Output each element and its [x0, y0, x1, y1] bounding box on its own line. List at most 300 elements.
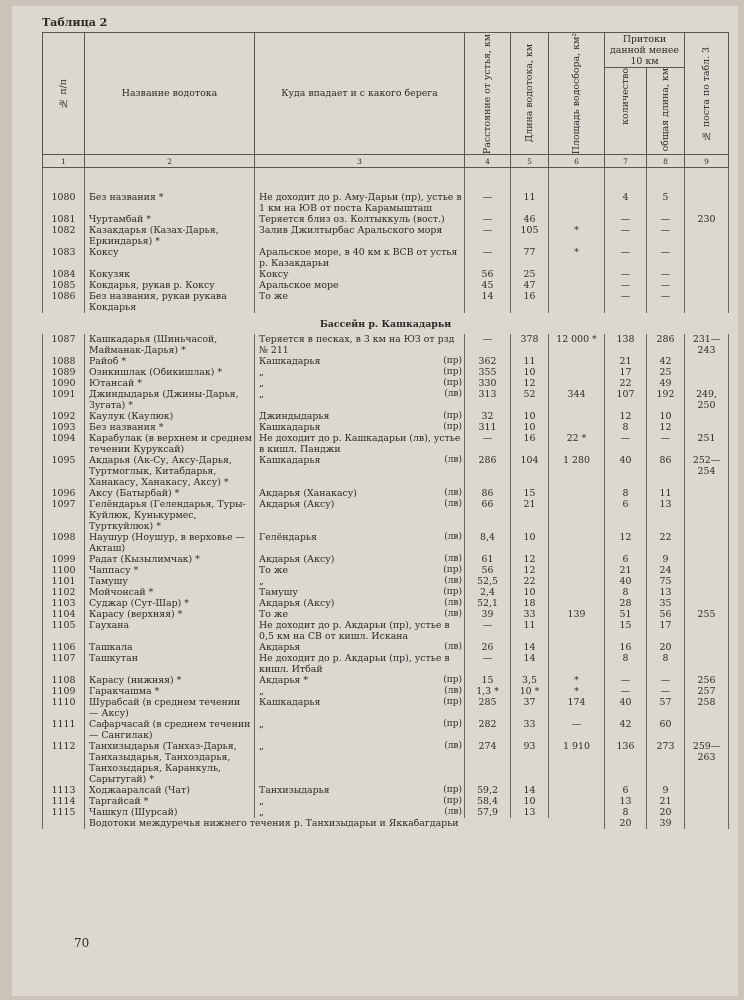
- row-number: 1091: [43, 389, 85, 411]
- distance-from-mouth: 56: [465, 565, 511, 576]
- header-count: количество: [605, 68, 647, 155]
- river-length: 12: [511, 554, 549, 565]
- basin-area: [549, 269, 605, 280]
- river-name: Джиндыдарья (Джины-Дарья, Зугата) *: [85, 389, 255, 411]
- mouth-text: „: [259, 741, 264, 753]
- river-name: Танхизыдарья (Танхаз-Дарья, Танхазыдарья, Танхоздарья, Танхозыдарья, Каранкуль, Сарытугай) *: [85, 741, 255, 785]
- bank-side: (лв): [444, 807, 462, 818]
- table-row: [43, 642, 729, 653]
- tributary-count: 6: [605, 499, 647, 532]
- distance-from-mouth: —: [465, 225, 511, 247]
- rivers-table: [42, 32, 729, 829]
- river-length: 14: [511, 642, 549, 653]
- distance-from-mouth: 56: [465, 269, 511, 280]
- river-name: Райоб *: [85, 356, 255, 367]
- mouth-text: То же: [259, 565, 289, 577]
- basin-area: [549, 598, 605, 609]
- bank-side: (лв): [444, 642, 462, 653]
- post-number: [685, 807, 729, 818]
- table-row: [43, 214, 729, 225]
- post-number: [685, 411, 729, 422]
- post-number: [685, 598, 729, 609]
- header-name: Название водотока: [85, 33, 255, 155]
- table-row: [43, 280, 729, 291]
- tributary-count: 13: [605, 796, 647, 807]
- table-row: [43, 488, 729, 499]
- river-name: Карабулак (в верхнем и среднем течении Куруксай): [85, 433, 255, 455]
- river-name: Тамушу: [85, 576, 255, 587]
- mouth-text: „: [259, 389, 264, 401]
- river-length: 37: [511, 697, 549, 719]
- distance-from-mouth: 86: [465, 488, 511, 499]
- river-length: 52: [511, 389, 549, 411]
- mouth-description: [255, 389, 465, 411]
- header-tributaries: Притоки данной менее 10 км: [605, 33, 685, 68]
- river-length: 10: [511, 587, 549, 598]
- column-number-row: [43, 155, 729, 168]
- bank-side: (лв): [444, 741, 462, 752]
- tributary-count: 12: [605, 532, 647, 554]
- row-number: 1085: [43, 280, 85, 291]
- post-number: [685, 247, 729, 269]
- table-row: [43, 247, 729, 269]
- tributary-count: 22: [605, 378, 647, 389]
- bank-side: (пр): [443, 367, 462, 378]
- header-post: № поста по табл. 3: [685, 33, 729, 155]
- tributary-total-length: 24: [647, 565, 685, 576]
- row-number: 1098: [43, 532, 85, 554]
- mouth-text: „: [259, 796, 264, 808]
- mouth-text: „: [259, 576, 264, 588]
- post-number: [685, 587, 729, 598]
- distance-from-mouth: 52,1: [465, 598, 511, 609]
- tributary-count: 138: [605, 334, 647, 356]
- row-number: 1110: [43, 697, 85, 719]
- tributary-total-length: —: [647, 433, 685, 455]
- tributary-count: 6: [605, 785, 647, 796]
- river-name: Чашкул (Шурсай): [85, 807, 255, 818]
- row-number: 1084: [43, 269, 85, 280]
- tributary-total-length: 49: [647, 378, 685, 389]
- row-number: 1111: [43, 719, 85, 741]
- tributary-count: —: [605, 214, 647, 225]
- tributary-total-length: 12: [647, 422, 685, 433]
- river-name: Наушур (Ноушур, в верховье — Акташ): [85, 532, 255, 554]
- distance-from-mouth: 32: [465, 411, 511, 422]
- mouth-description: [255, 741, 465, 785]
- post-number: [685, 796, 729, 807]
- river-length: 10: [511, 796, 549, 807]
- mouth-text: Джиндыдарья: [259, 411, 330, 423]
- table-row: [43, 225, 729, 247]
- table-row: [43, 291, 729, 313]
- post-number: 256: [685, 675, 729, 686]
- row-number: 1112: [43, 741, 85, 785]
- river-length: 33: [511, 719, 549, 741]
- river-length: 15: [511, 488, 549, 499]
- table-footer: [43, 818, 729, 829]
- distance-from-mouth: 66: [465, 499, 511, 532]
- mouth-description: [255, 455, 465, 488]
- row-number: 1095: [43, 455, 85, 488]
- bank-side: (пр): [443, 422, 462, 433]
- mouth-text: „: [259, 686, 264, 698]
- basin-area: 174: [549, 697, 605, 719]
- basin-area: [549, 499, 605, 532]
- mouth-description: [255, 225, 465, 247]
- mouth-description: [255, 554, 465, 565]
- river-name: Казакдарья (Казах-Дарья, Еркиндарья) *: [85, 225, 255, 247]
- mouth-description: [255, 675, 465, 686]
- mouth-description: [255, 280, 465, 291]
- mouth-description: [255, 620, 465, 642]
- post-number: 258: [685, 697, 729, 719]
- tributary-count: 21: [605, 565, 647, 576]
- table-row: [43, 576, 729, 587]
- mouth-text: „: [259, 367, 264, 379]
- post-number: [685, 225, 729, 247]
- page-sheet: [12, 6, 738, 996]
- table-row: [43, 807, 729, 818]
- table-row: [43, 411, 729, 422]
- column-number: 5: [511, 155, 549, 168]
- table-row: [43, 719, 729, 741]
- basin-area: [549, 488, 605, 499]
- tributary-count: 17: [605, 367, 647, 378]
- mouth-description: [255, 422, 465, 433]
- river-name: Без названия *: [85, 192, 255, 214]
- table-row: [43, 785, 729, 796]
- river-name: Карасу (нижняя) *: [85, 675, 255, 686]
- tributary-total-length: 11: [647, 488, 685, 499]
- column-number: 1: [43, 155, 85, 168]
- bank-side: (лв): [444, 389, 462, 400]
- tributary-count: 12: [605, 411, 647, 422]
- tributary-count: —: [605, 225, 647, 247]
- tributary-count: 8: [605, 488, 647, 499]
- river-length: 10: [511, 367, 549, 378]
- mouth-text: Акдарья: [259, 642, 301, 654]
- row-number: 1102: [43, 587, 85, 598]
- mouth-description: [255, 269, 465, 280]
- post-number: [685, 356, 729, 367]
- table-body-basin: [43, 334, 729, 818]
- river-length: 18: [511, 598, 549, 609]
- tributary-total-length: 9: [647, 554, 685, 565]
- tributary-count: —: [605, 686, 647, 697]
- table-row: [43, 653, 729, 675]
- table-row: [43, 378, 729, 389]
- mouth-text: Акдарья (Аксу): [259, 598, 335, 610]
- distance-from-mouth: 61: [465, 554, 511, 565]
- distance-from-mouth: —: [465, 214, 511, 225]
- basin-area: [549, 280, 605, 291]
- page-number: 70: [74, 936, 90, 950]
- table-row: [43, 422, 729, 433]
- tributary-total-length: —: [647, 269, 685, 280]
- distance-from-mouth: —: [465, 247, 511, 269]
- tributary-count: —: [605, 280, 647, 291]
- header-total-length: общая длина, км: [647, 68, 685, 155]
- table-row: [43, 356, 729, 367]
- distance-from-mouth: 286: [465, 455, 511, 488]
- distance-from-mouth: 14: [465, 291, 511, 313]
- tributary-total-length: —: [647, 675, 685, 686]
- tributary-total-length: 22: [647, 532, 685, 554]
- table-row: [43, 455, 729, 488]
- mouth-description: [255, 499, 465, 532]
- row-number: 1115: [43, 807, 85, 818]
- mouth-text: Аральское море: [259, 280, 339, 292]
- bank-side: (пр): [443, 411, 462, 422]
- basin-area: [549, 642, 605, 653]
- basin-area: [549, 378, 605, 389]
- distance-from-mouth: 8,4: [465, 532, 511, 554]
- post-number: [685, 785, 729, 796]
- river-name: Каулук (Каулюк): [85, 411, 255, 422]
- table-row: [43, 269, 729, 280]
- basin-area: *: [549, 247, 605, 269]
- bank-side: (пр): [443, 587, 462, 598]
- post-number: 230: [685, 214, 729, 225]
- mouth-description: [255, 642, 465, 653]
- river-name: Карасу (верхняя) *: [85, 609, 255, 620]
- basin-heading-section: [43, 313, 729, 334]
- basin-area: 139: [549, 609, 605, 620]
- river-name: Гаракчашма *: [85, 686, 255, 697]
- post-number: [685, 367, 729, 378]
- post-number: [685, 719, 729, 741]
- river-name: Кокдарья, рукав р. Коксу: [85, 280, 255, 291]
- tributary-total-length: 8: [647, 653, 685, 675]
- basin-area: 1 280: [549, 455, 605, 488]
- header-length: Длина водотока, км: [511, 33, 549, 155]
- mouth-text: Кашкадарья: [259, 455, 321, 467]
- tributary-total-length: 60: [647, 719, 685, 741]
- basin-area: *: [549, 686, 605, 697]
- river-name: Гелёндарья (Гелендарья, Туры-Куйлюк, Кунькурмес, Турткуйлюк) *: [85, 499, 255, 532]
- river-name: Сафарчасай (в среднем течении — Сангилак): [85, 719, 255, 741]
- row-number: 1106: [43, 642, 85, 653]
- distance-from-mouth: 311: [465, 422, 511, 433]
- tributary-total-length: 20: [647, 642, 685, 653]
- bank-side: (лв): [444, 488, 462, 499]
- mouth-description: [255, 686, 465, 697]
- tributary-count: —: [605, 433, 647, 455]
- bank-side: (пр): [443, 719, 462, 730]
- post-number: 251: [685, 433, 729, 455]
- mouth-description: [255, 697, 465, 719]
- distance-from-mouth: 26: [465, 642, 511, 653]
- column-number: 6: [549, 155, 605, 168]
- tributary-count: —: [605, 247, 647, 269]
- distance-from-mouth: —: [465, 620, 511, 642]
- tributary-count: 8: [605, 653, 647, 675]
- tributary-total-length: 9: [647, 785, 685, 796]
- river-length: 12: [511, 378, 549, 389]
- mouth-description: [255, 576, 465, 587]
- mouth-text: То же: [259, 291, 289, 303]
- header-num: № п/п: [43, 33, 85, 155]
- river-length: 14: [511, 785, 549, 796]
- tributary-count: —: [605, 291, 647, 313]
- tributary-total-length: 13: [647, 587, 685, 598]
- river-length: 378: [511, 334, 549, 356]
- row-number: 1099: [43, 554, 85, 565]
- river-length: 11: [511, 356, 549, 367]
- tributary-total-length: 75: [647, 576, 685, 587]
- mouth-text: Не доходит до р. Акдарьи (пр), устье в кишл. Итбай: [259, 653, 450, 676]
- river-length: 12: [511, 565, 549, 576]
- post-number: 252—254: [685, 455, 729, 488]
- mouth-description: [255, 719, 465, 741]
- table-row: [43, 389, 729, 411]
- mouth-description: [255, 367, 465, 378]
- tributary-count: —: [605, 269, 647, 280]
- river-length: 47: [511, 280, 549, 291]
- mouth-description: [255, 587, 465, 598]
- tributary-total-length: 21: [647, 796, 685, 807]
- basin-area: [549, 587, 605, 598]
- distance-from-mouth: 330: [465, 378, 511, 389]
- river-length: 14: [511, 653, 549, 675]
- row-number: 1088: [43, 356, 85, 367]
- bank-side: (пр): [443, 785, 462, 796]
- mouth-description: [255, 796, 465, 807]
- row-number: 1108: [43, 675, 85, 686]
- river-name: Акдарья (Ак-Су, Аксу-Дарья, Туртмоглык, Китабдарья, Ханакасу, Ханакасу, Аксу) *: [85, 455, 255, 488]
- table-row: [43, 554, 729, 565]
- row-number: 1080: [43, 192, 85, 214]
- river-length: 46: [511, 214, 549, 225]
- distance-from-mouth: —: [465, 653, 511, 675]
- distance-from-mouth: 57,9: [465, 807, 511, 818]
- tributary-total-length: 56: [647, 609, 685, 620]
- basin-area: [549, 411, 605, 422]
- mouth-description: [255, 247, 465, 269]
- table-row: [43, 433, 729, 455]
- table-row: [43, 686, 729, 697]
- tributary-total-length: —: [647, 280, 685, 291]
- mouth-text: Коксу: [259, 269, 289, 281]
- river-length: 10: [511, 411, 549, 422]
- tributary-total-length: 20: [647, 807, 685, 818]
- post-number: [685, 488, 729, 499]
- post-number: [685, 192, 729, 214]
- distance-from-mouth: 58,4: [465, 796, 511, 807]
- row-number: 1101: [43, 576, 85, 587]
- river-name: Ташкутан: [85, 653, 255, 675]
- mouth-description: [255, 488, 465, 499]
- column-number: 7: [605, 155, 647, 168]
- tributary-total-length: 17: [647, 620, 685, 642]
- tributary-count: 107: [605, 389, 647, 411]
- mouth-text: Кашкадарья: [259, 356, 321, 368]
- distance-from-mouth: 362: [465, 356, 511, 367]
- river-length: 25: [511, 269, 549, 280]
- table-row: [43, 796, 729, 807]
- river-length: 10: [511, 422, 549, 433]
- mouth-text: Не доходит до р. Кашкадарьи (лв), устье в кишл. Панджи: [259, 433, 461, 456]
- basin-area: [549, 653, 605, 675]
- post-number: [685, 269, 729, 280]
- river-name: Ташкала: [85, 642, 255, 653]
- river-length: 16: [511, 291, 549, 313]
- mouth-description: [255, 807, 465, 818]
- mouth-text: Тамушу: [259, 587, 298, 599]
- row-number: 1094: [43, 433, 85, 455]
- column-number: 2: [85, 155, 255, 168]
- river-name: Суджар (Сут-Шар) *: [85, 598, 255, 609]
- table-row: [43, 741, 729, 785]
- basin-area: [549, 796, 605, 807]
- river-name: Кокузяк: [85, 269, 255, 280]
- header-mouth: Куда впадает и с какого берега: [255, 33, 465, 155]
- mouth-text: Аральское море, в 40 км к ВСВ от устья р. Казакдарьи: [259, 247, 458, 270]
- row-number: 1083: [43, 247, 85, 269]
- river-name: Шурабсай (в среднем течении — Аксу): [85, 697, 255, 719]
- basin-area: 12 000 *: [549, 334, 605, 356]
- mouth-description: [255, 334, 465, 356]
- river-name: Ходжааралсай (Чат): [85, 785, 255, 796]
- footer-row-count: 20: [605, 818, 647, 829]
- mouth-description: [255, 356, 465, 367]
- bank-side: (пр): [443, 796, 462, 807]
- basin-area: [549, 356, 605, 367]
- mouth-text: Танхизыдарья: [259, 785, 330, 797]
- header-area: Площадь водосбора, км²: [549, 33, 605, 155]
- river-name: Гаухана: [85, 620, 255, 642]
- basin-area: [549, 367, 605, 378]
- post-number: [685, 620, 729, 642]
- river-length: 77: [511, 247, 549, 269]
- basin-area: [549, 807, 605, 818]
- mouth-description: [255, 609, 465, 620]
- tributary-total-length: 35: [647, 598, 685, 609]
- river-name: Чаппасу *: [85, 565, 255, 576]
- mouth-description: [255, 214, 465, 225]
- mouth-text: Кашкадарья: [259, 422, 321, 434]
- post-number: [685, 653, 729, 675]
- distance-from-mouth: 282: [465, 719, 511, 741]
- distance-from-mouth: 39: [465, 609, 511, 620]
- bank-side: (лв): [444, 686, 462, 697]
- bank-side: (пр): [443, 356, 462, 367]
- basin-area: [549, 422, 605, 433]
- post-number: 231—243: [685, 334, 729, 356]
- column-number: 9: [685, 155, 729, 168]
- table-row: [43, 587, 729, 598]
- distance-from-mouth: 285: [465, 697, 511, 719]
- distance-from-mouth: 59,2: [465, 785, 511, 796]
- basin-area: 22 *: [549, 433, 605, 455]
- tributary-count: —: [605, 675, 647, 686]
- tributary-total-length: 5: [647, 192, 685, 214]
- table-row: [43, 334, 729, 356]
- row-number: 1086: [43, 291, 85, 313]
- row-number: 1100: [43, 565, 85, 576]
- mouth-description: [255, 291, 465, 313]
- river-length: 93: [511, 741, 549, 785]
- bank-side: (пр): [443, 378, 462, 389]
- bank-side: (пр): [443, 565, 462, 576]
- distance-from-mouth: —: [465, 433, 511, 455]
- table-row: [43, 598, 729, 609]
- river-length: 33: [511, 609, 549, 620]
- row-number: 1097: [43, 499, 85, 532]
- post-number: [685, 576, 729, 587]
- row-number: 1114: [43, 796, 85, 807]
